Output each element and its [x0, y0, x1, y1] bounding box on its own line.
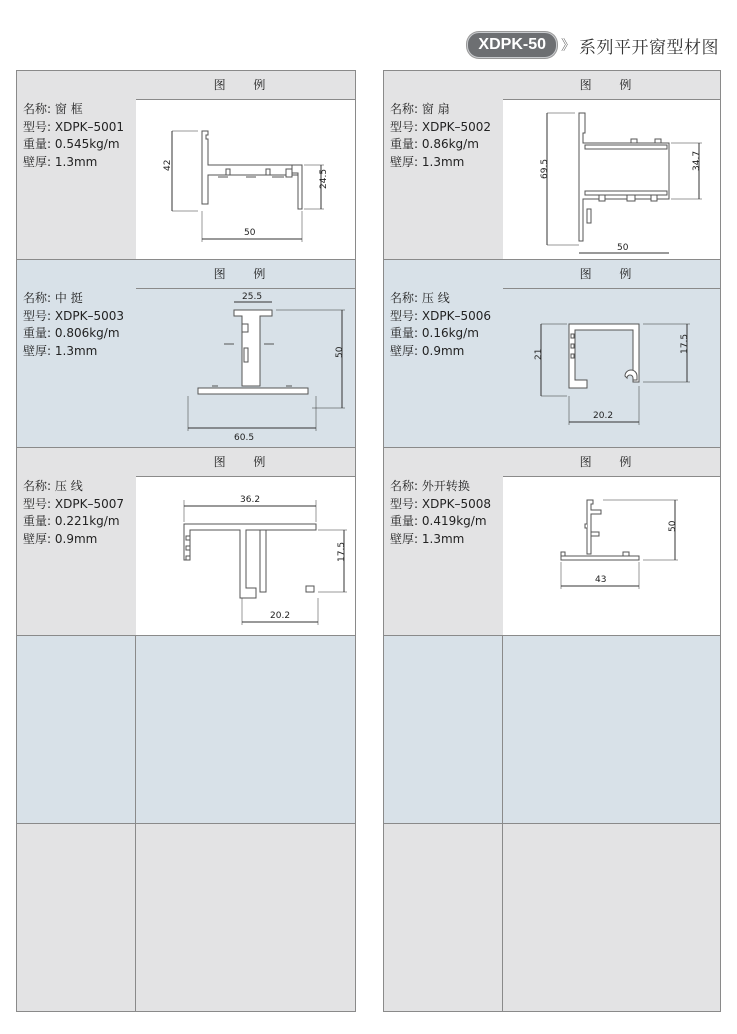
- dim-width: 60.5: [234, 433, 255, 443]
- profile-name: 窗 框: [54, 102, 83, 116]
- thickness-label: 壁厚:: [23, 531, 52, 546]
- row-empty: [17, 824, 355, 1010]
- dim-width: 20.2: [593, 411, 614, 421]
- model-label: 型号:: [23, 308, 52, 323]
- chevron-icon: 》: [561, 38, 575, 54]
- legend-header: 图 例: [136, 71, 355, 100]
- profile-weight: 0.86kg/m: [421, 137, 479, 151]
- model-label: 型号:: [23, 496, 52, 511]
- weight-label: 重量:: [390, 326, 419, 340]
- dim-top: 36.2: [240, 495, 261, 505]
- profile-thickness: 1.3mm: [421, 154, 465, 169]
- dim-width: 20.2: [270, 611, 291, 621]
- model-label: 型号:: [390, 496, 419, 511]
- legend-header: 图 例: [503, 260, 720, 289]
- dim-height: 17.5: [337, 541, 347, 562]
- thickness-label: 壁厚:: [390, 531, 419, 546]
- profile-info: [390, 478, 491, 548]
- profile-weight: 0.419kg/m: [421, 514, 487, 528]
- page-title: 系列平开窗型材图: [579, 37, 719, 58]
- name-label: 名称:: [390, 102, 419, 116]
- left-table: [16, 70, 356, 1012]
- profile-thickness: 1.3mm: [54, 343, 98, 358]
- thickness-label: 壁厚:: [390, 154, 419, 169]
- profile-model: XDPK–5003: [54, 308, 124, 323]
- profile-thickness: 0.9mm: [421, 343, 465, 358]
- dim-width: 50: [244, 228, 256, 238]
- dim-height: 50: [335, 346, 345, 358]
- thickness-label: 壁厚:: [23, 154, 52, 169]
- profile-info: [390, 290, 491, 360]
- profile-name: 窗 扇: [421, 102, 450, 116]
- profile-weight: 0.221kg/m: [54, 514, 120, 528]
- weight-label: 重量:: [23, 514, 52, 528]
- profile-weight: 0.545kg/m: [54, 137, 120, 151]
- profile-info: [23, 478, 124, 548]
- profile-drawing-5003: [136, 288, 355, 447]
- profile-info: [23, 101, 124, 171]
- dim-height: 69.5: [540, 158, 550, 179]
- legend-header: 图 例: [136, 448, 355, 477]
- model-label: 型号:: [390, 308, 419, 323]
- dim-height-2: 34.7: [692, 150, 702, 171]
- profile-model: XDPK–5008: [421, 496, 491, 511]
- profile-model: XDPK–5006: [421, 308, 491, 323]
- model-label: 型号:: [390, 119, 419, 134]
- legend-header: 图 例: [136, 260, 355, 289]
- profile-drawing-5001: [136, 99, 355, 259]
- row-xdpk-5006: [384, 260, 720, 447]
- row-empty: [384, 636, 720, 823]
- row-empty: [384, 824, 720, 1010]
- profile-model: XDPK–5002: [421, 119, 491, 134]
- dim-height-2: 17.5: [680, 333, 690, 354]
- name-label: 名称:: [23, 102, 52, 116]
- legend-header: 图 例: [503, 448, 720, 477]
- weight-label: 重量:: [23, 137, 52, 151]
- legend-header: 图 例: [503, 71, 720, 100]
- profile-name: 外开转换: [421, 479, 470, 493]
- profile-info: [23, 290, 124, 360]
- series-badge: XDPK-50: [467, 32, 557, 58]
- name-label: 名称:: [390, 479, 419, 493]
- dim-height-2: 24.5: [319, 168, 329, 189]
- profile-drawing-5007: [136, 476, 355, 635]
- profile-drawing-5008: [503, 476, 720, 635]
- row-empty: [17, 636, 355, 823]
- name-label: 名称:: [23, 479, 52, 493]
- profile-name: 中 挺: [54, 291, 83, 305]
- dim-top: 25.5: [242, 292, 263, 302]
- row-xdpk-5001: [17, 71, 355, 259]
- profile-drawing-5002: [503, 99, 720, 259]
- profile-model: XDPK–5001: [54, 119, 124, 134]
- profile-thickness: 1.3mm: [54, 154, 98, 169]
- profile-info: [390, 101, 491, 171]
- profile-name: 压 线: [421, 291, 450, 305]
- page-header: [467, 30, 719, 60]
- profile-weight: 0.16kg/m: [421, 326, 479, 340]
- model-label: 型号:: [23, 119, 52, 134]
- dim-height: 21: [534, 348, 544, 360]
- profile-weight: 0.806kg/m: [54, 326, 120, 340]
- dim-height: 50: [668, 520, 678, 532]
- row-xdpk-5003: [17, 260, 355, 447]
- dim-height: 42: [163, 159, 173, 171]
- name-label: 名称:: [23, 291, 52, 305]
- thickness-label: 壁厚:: [23, 343, 52, 358]
- profile-thickness: 1.3mm: [421, 531, 465, 546]
- profile-name: 压 线: [54, 479, 83, 493]
- dim-width: 50: [617, 243, 629, 253]
- row-xdpk-5007: [17, 448, 355, 635]
- profile-drawing-5006: [503, 288, 720, 447]
- row-xdpk-5008: [384, 448, 720, 635]
- weight-label: 重量:: [390, 137, 419, 151]
- profile-thickness: 0.9mm: [54, 531, 98, 546]
- name-label: 名称:: [390, 291, 419, 305]
- profile-model: XDPK–5007: [54, 496, 124, 511]
- thickness-label: 壁厚:: [390, 343, 419, 358]
- dim-width: 43: [595, 575, 607, 585]
- right-table: [383, 70, 721, 1012]
- weight-label: 重量:: [23, 326, 52, 340]
- row-xdpk-5002: [384, 71, 720, 259]
- weight-label: 重量:: [390, 514, 419, 528]
